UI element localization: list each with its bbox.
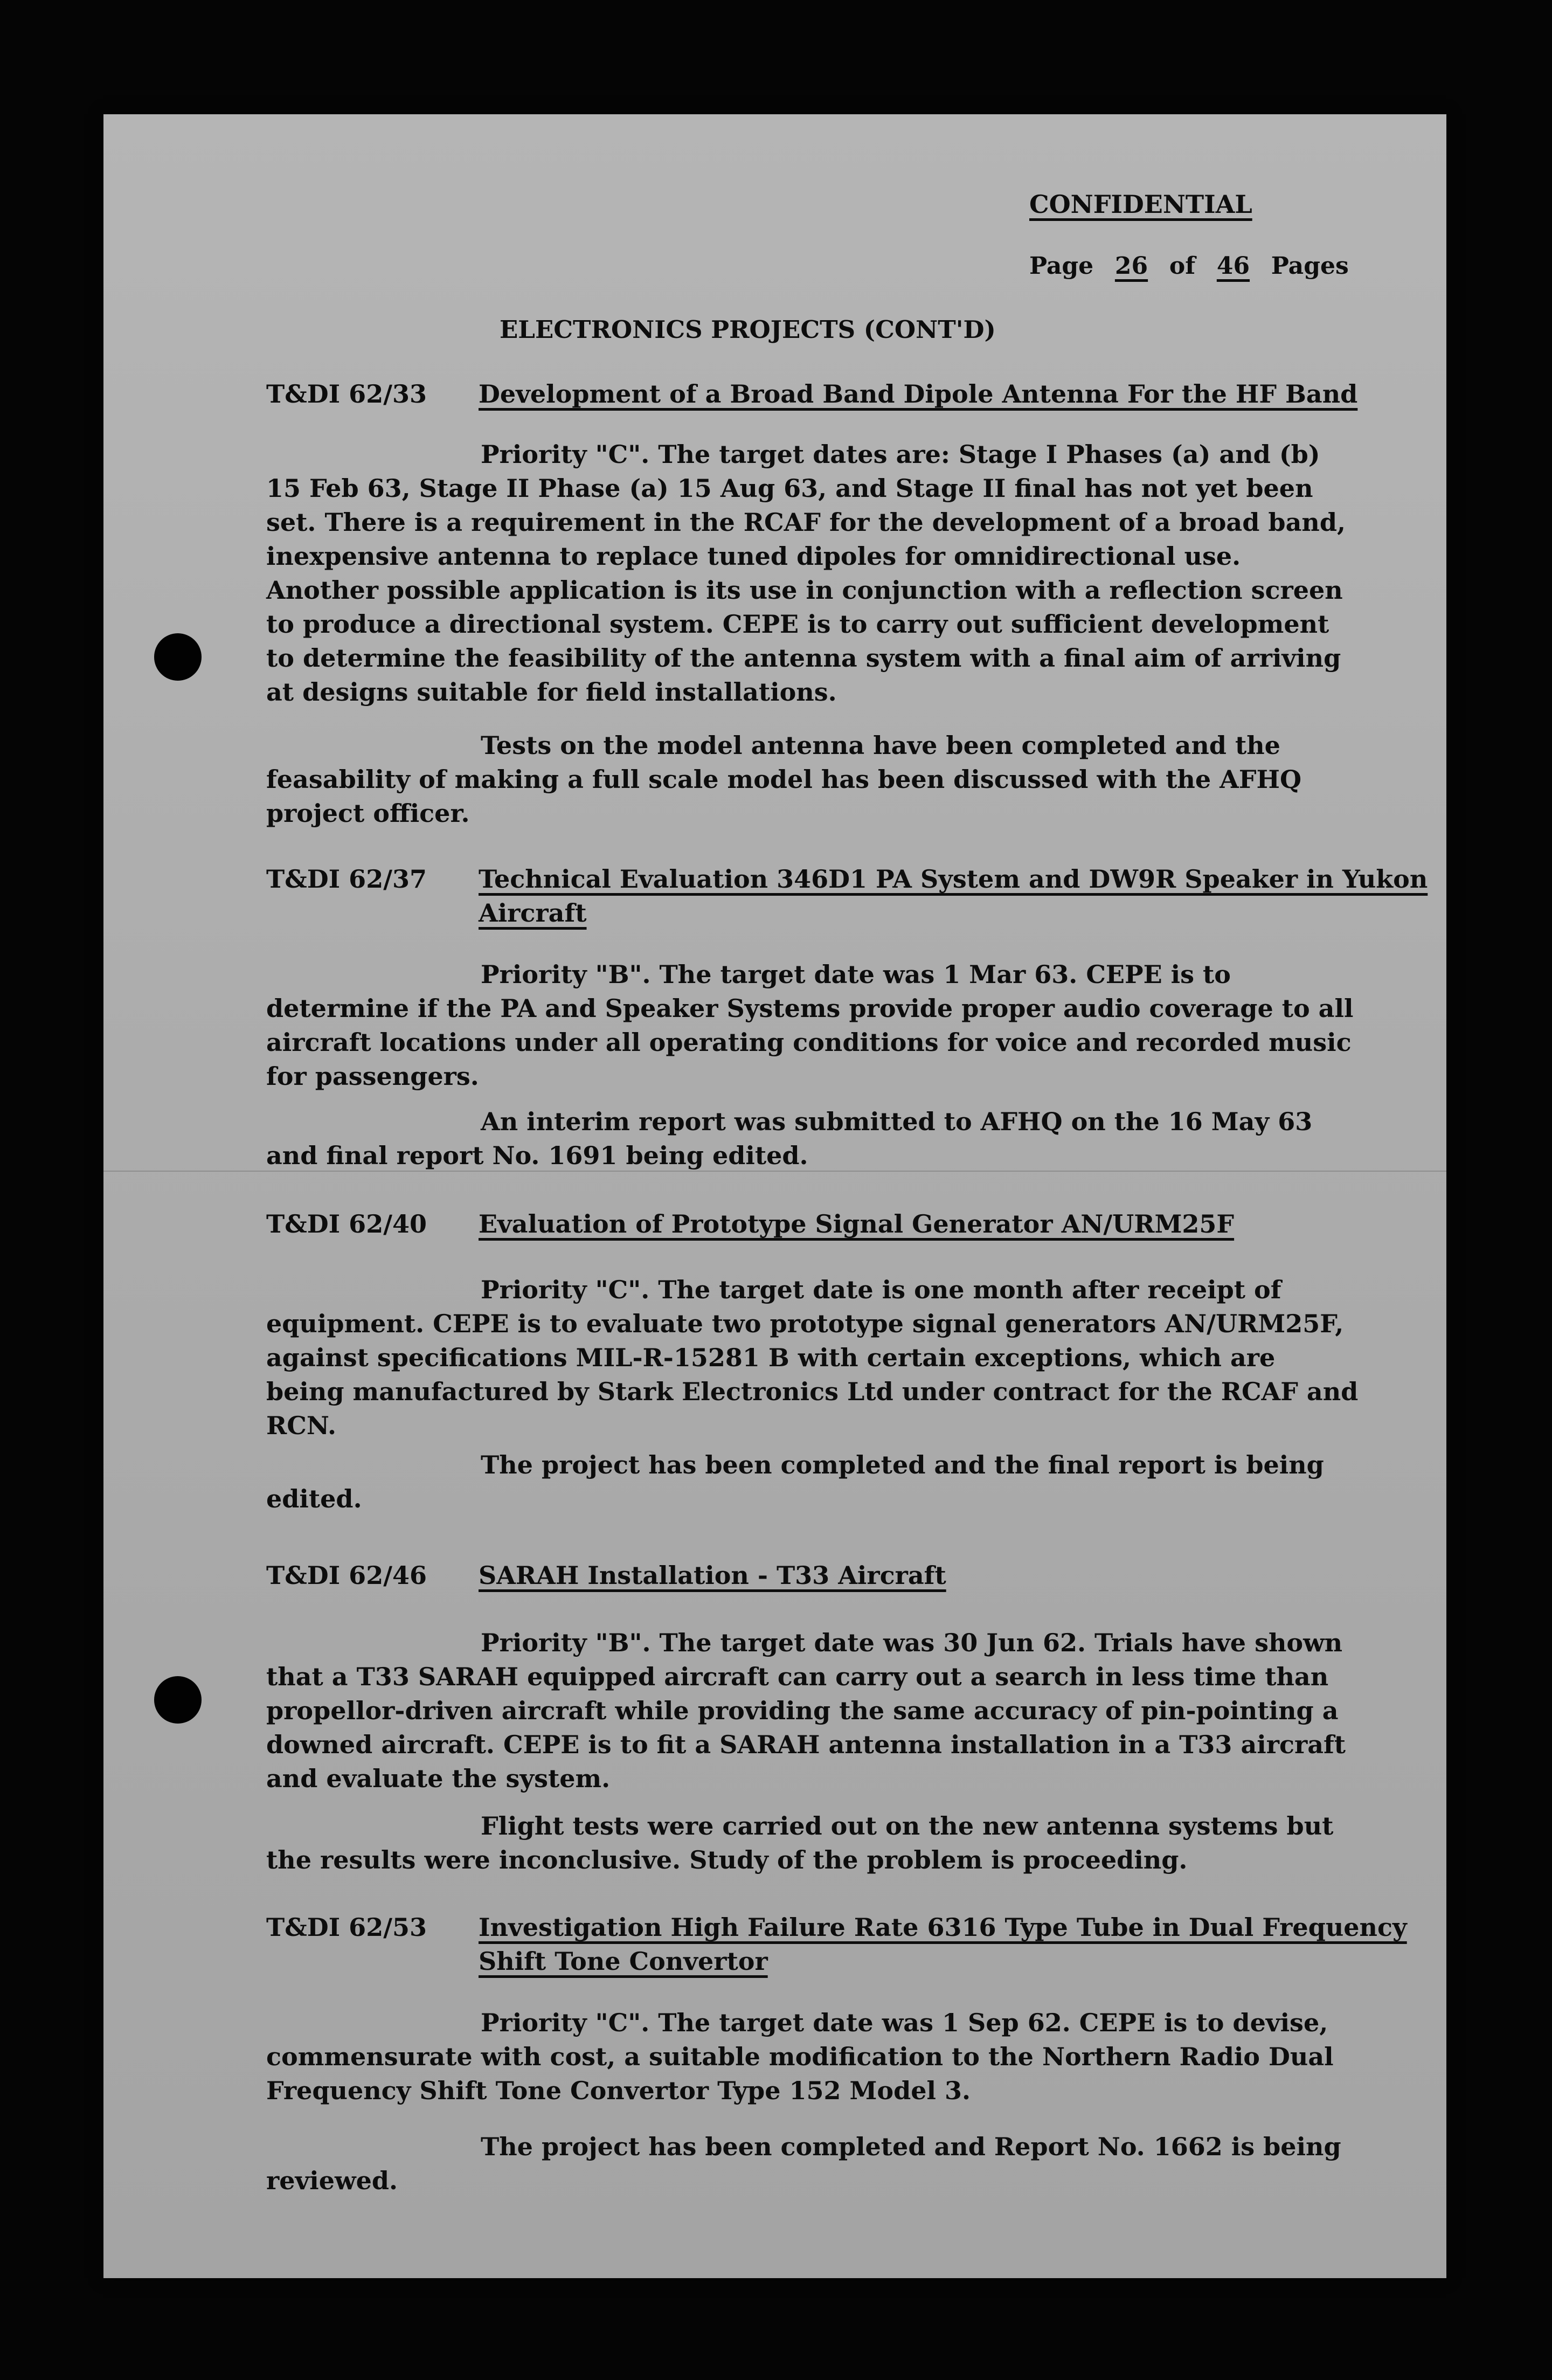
- project-paragraph: Priority "B". The target date was 30 Jun 62. Trials have shown that a T33 SARAH equipped aircraft can carry out a search in less time than propellor-driven aircraft while providing the same accuracy of pin-pointing a downed aircraft. CEPE is to fit a SARAH antenna installation in a T33 aircraft and evaluate the system.: [266, 1628, 1346, 1793]
- project-title: Evaluation of Prototype Signal Generator AN/URM25F: [479, 1209, 1235, 1239]
- project-title: Development of a Broad Band Dipole Antenna For the HF Band: [479, 379, 1358, 409]
- project-title: Investigation High Failure Rate 6316 Type Tube in Dual Frequency Shift Tone Convertor: [479, 1913, 1407, 1976]
- project-paragraph: The project has been completed and the final report is being edited.: [266, 1450, 1324, 1513]
- page-of: of: [1169, 252, 1196, 280]
- classification-marking: CONFIDENTIAL: [1029, 190, 1252, 219]
- project-paragraph: An interim report was submitted to AFHQ on the 16 May 63 and final report No. 1691 being edited.: [266, 1107, 1313, 1170]
- page-suffix: Pages: [1271, 252, 1349, 280]
- document-page: [103, 114, 1446, 2278]
- project-code: T&DI 62/46: [266, 1561, 427, 1590]
- page-number: 26: [1114, 252, 1148, 280]
- project-paragraph: Priority "B". The target date was 1 Mar 63. CEPE is to determine if the PA and Speaker Systems provide proper audio coverage to all aircraft locations under all operating conditions for voice and recorded music for passengers.: [266, 960, 1354, 1091]
- project-code: T&DI 62/53: [266, 1913, 427, 1942]
- project-paragraph: The project has been completed and Report No. 1662 is being reviewed.: [266, 2132, 1341, 2195]
- project-code: T&DI 62/33: [266, 379, 427, 409]
- project-paragraph: Priority "C". The target dates are: Stage I Phases (a) and (b) 15 Feb 63, Stage II Phase (a) 15 Aug 63, and Stage II final has not yet been set. There is a requirement in the RCAF for the development of a broad band, inexpensive antenna to replace tuned dipoles for omnidirectional use. Another possible application is its use in conjunction with a reflection screen to produce a directional system. CEPE is to carry out sufficient development to determine the feasibility of the antenna system with a final aim of arriving at designs suitable for field installations.: [266, 440, 1346, 707]
- project-title: Technical Evaluation 346D1 PA System and DW9R Speaker in Yukon Aircraft: [479, 864, 1428, 928]
- page-label: Page: [1029, 252, 1094, 280]
- document-content: [103, 114, 1446, 2278]
- project-paragraph: Priority "C". The target date is one month after receipt of equipment. CEPE is to evaluate two prototype signal generators AN/URM25F, against specifications MIL-R-15281 B with certain exceptions, which are being manufactured by Stark Electronics Ltd under contract for the RCAF and RCN.: [266, 1275, 1359, 1440]
- project-title: SARAH Installation - T33 Aircraft: [479, 1561, 946, 1590]
- project-paragraph: Flight tests were carried out on the new antenna systems but the results were inconclusive. Study of the problem is proceeding.: [266, 1811, 1334, 1874]
- section-title: ELECTRONICS PROJECTS (CONT'D): [500, 315, 996, 344]
- project-code: T&DI 62/37: [266, 864, 427, 894]
- page-total: 46: [1216, 252, 1250, 280]
- project-code: T&DI 62/40: [266, 1209, 427, 1239]
- page-indicator: [1029, 249, 1349, 283]
- project-paragraph: Tests on the model antenna have been completed and the feasability of making a full scale model has been discussed with the AFHQ project officer.: [266, 731, 1302, 828]
- project-paragraph: Priority "C". The target date was 1 Sep 62. CEPE is to devise, commensurate with cost, a suitable modification to the Northern Radio Dual Frequency Shift Tone Convertor Type 152 Model 3.: [266, 2008, 1334, 2105]
